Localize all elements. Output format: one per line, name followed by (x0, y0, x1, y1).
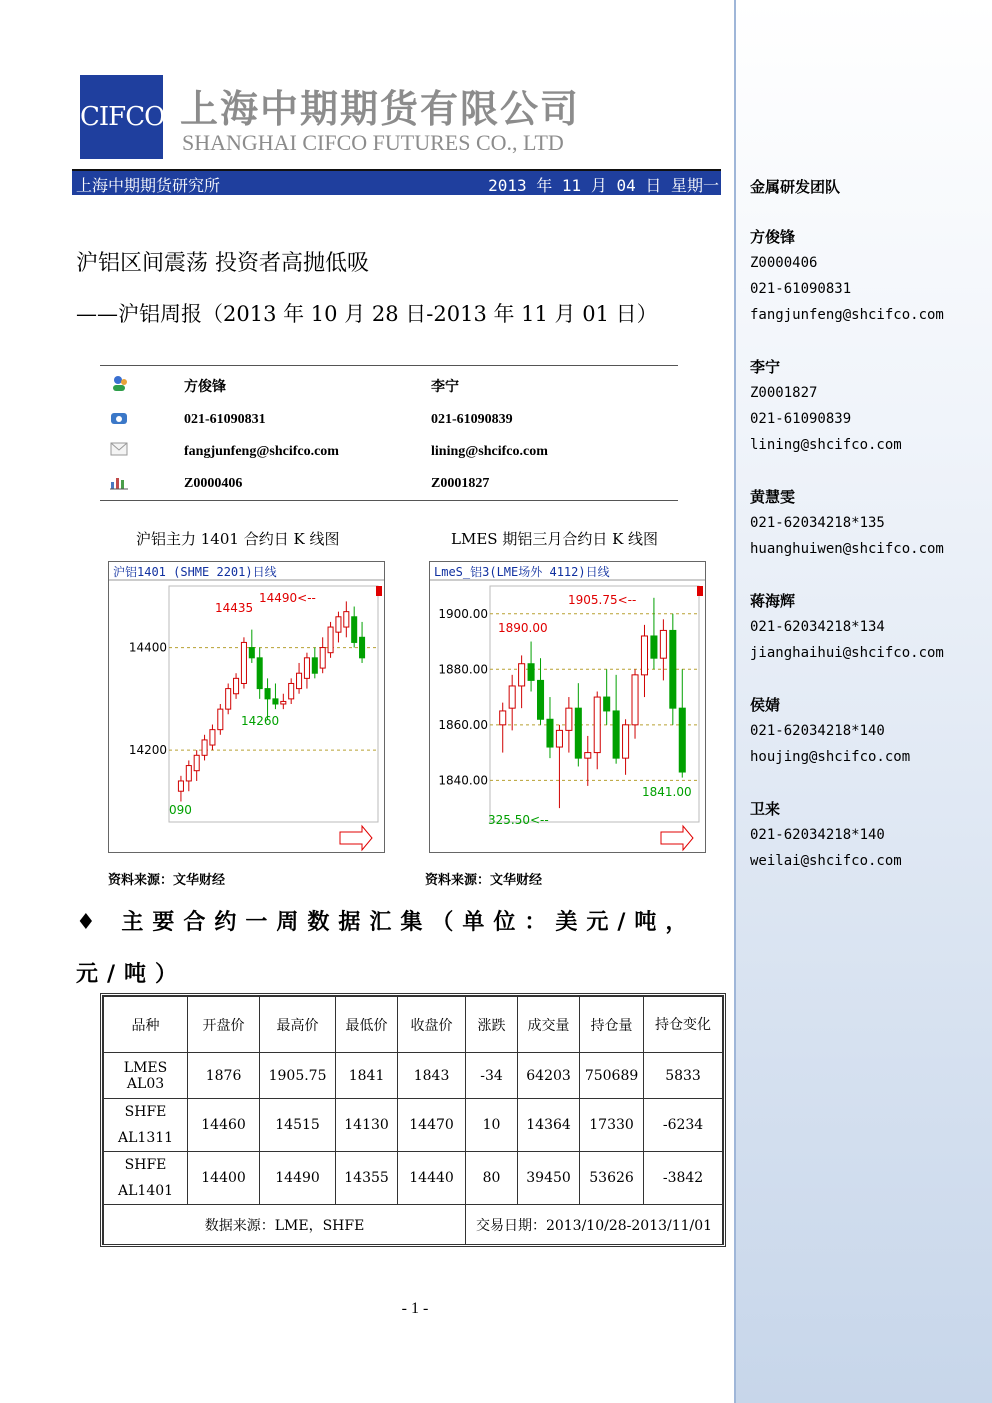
candle-body (556, 730, 562, 747)
analyst-phone: 021-62034218*134 (750, 619, 885, 635)
candle-body (670, 630, 676, 708)
analyst-id: Z0000406 (750, 255, 818, 271)
candle-body (538, 680, 544, 719)
report-subtitle: ——沪铝周报（2013 年 10 月 28 日-2013 年 11 月 01 日） (76, 302, 658, 326)
chart-right-caption: LMES 期铝三月合约日 K 线图 (451, 530, 659, 548)
candle-body (281, 701, 286, 704)
analyst-phone: 021-61090839 (750, 411, 852, 427)
analyst-name: 卫来 (750, 800, 781, 818)
candle-body (257, 658, 262, 689)
contact-row-email (100, 438, 678, 468)
chart-right-source: 资料来源：文华财经 (425, 873, 543, 888)
y-tick-label: 14200 (128, 743, 167, 758)
analyst-email[interactable]: jianghaihui@shcifco.com (750, 645, 944, 661)
person-icon (110, 374, 128, 390)
table-cell: 14515 (260, 1099, 336, 1152)
table-cell: 80 (466, 1152, 518, 1205)
candle-body (218, 709, 223, 730)
candle-body (528, 664, 534, 681)
candle-body (328, 627, 333, 653)
table-cell: 14364 (518, 1099, 580, 1152)
table-header: 涨跌 (466, 997, 518, 1053)
analyst-name: 方俊锋 (750, 228, 796, 246)
table-cell: -3842 (644, 1152, 723, 1205)
candle-body (312, 658, 317, 673)
y-tick-label: 14400 (128, 640, 167, 655)
table-cell: 1905.75 (260, 1053, 336, 1099)
table-header: 开盘价 (188, 997, 260, 1053)
candle-body (234, 678, 239, 693)
analyst-email[interactable]: huanghuiwen@shcifco.com (750, 541, 944, 557)
candle-body (660, 630, 666, 658)
analyst-phone: 021-61090831 (750, 281, 852, 297)
lme-al3-kline-chart (429, 561, 706, 853)
table-header: 收盘价 (398, 997, 466, 1053)
table-cell: 14130 (336, 1099, 398, 1152)
y-tick-label: 1900.00 (438, 606, 488, 621)
candle-body (304, 658, 309, 679)
contact-email-2: lining@shcifco.com (431, 444, 548, 459)
chart-annotation: 1841.00 (642, 785, 692, 799)
candle-body (575, 708, 581, 758)
shfe-al1401-kline-chart (108, 561, 385, 853)
table-cell: 1843 (398, 1053, 466, 1099)
chart-annotation: 325.50<-- (488, 813, 549, 827)
chart-corner-marker (376, 586, 382, 596)
candle-body (265, 689, 270, 699)
analyst-email[interactable]: lining@shcifco.com (750, 437, 902, 453)
logo-text: CIFCO (80, 102, 165, 132)
email-icon (110, 442, 128, 458)
report-title: 沪铝区间震荡 投资者高抛低吸 (76, 251, 369, 276)
table-cell: 1841 (336, 1053, 398, 1099)
table-cell: 1876 (188, 1053, 260, 1099)
analyst-email[interactable]: fangjunfeng@shcifco.com (750, 307, 944, 323)
analyst-name: 黄慧雯 (750, 488, 796, 506)
candle-body (519, 664, 525, 686)
analyst-phone: 021-62034218*140 (750, 723, 885, 739)
candle-body (594, 697, 600, 753)
table-header: 成交量 (518, 997, 580, 1053)
chart-annotation: 090 (169, 803, 192, 817)
table-row (104, 1099, 723, 1152)
contact-row-name (100, 370, 678, 400)
chart-left-source: 资料来源：文华财经 (108, 873, 226, 888)
table-cell: 53626 (580, 1152, 644, 1205)
analyst-card (750, 484, 944, 562)
y-tick-label: 1880.00 (438, 662, 488, 677)
sidebar (734, 0, 992, 1403)
table-row (104, 1152, 723, 1205)
table-cell: LMES AL03 (104, 1053, 188, 1099)
y-tick-label: 1840.00 (438, 773, 488, 788)
candle-body (226, 689, 231, 710)
analyst-email[interactable]: weilai@shcifco.com (750, 853, 902, 869)
table-footer-source: 数据来源：LME，SHFE (104, 1205, 466, 1245)
candle-body (604, 697, 610, 711)
candle-body (641, 636, 647, 675)
company-name-cn: 上海中期期货有限公司 (180, 87, 581, 131)
report-date: 2013 年 11 月 04 日 星期一 (488, 176, 719, 195)
contact-id-2: Z0001827 (431, 476, 490, 491)
candle-body (273, 699, 278, 704)
contact-email-1: fangjunfeng@shcifco.com (184, 444, 339, 459)
analyst-name: 李宁 (750, 358, 781, 376)
chart-annotation: 14490<-- (259, 591, 316, 605)
analyst-card (750, 796, 902, 874)
candle-body (336, 617, 341, 632)
analyst-card (750, 354, 902, 458)
candle-body (613, 711, 619, 758)
candle-body (500, 711, 506, 725)
table-cell: 5833 (644, 1053, 723, 1099)
table-header: 品种 (104, 997, 188, 1053)
company-name-en: SHANGHAI CIFCO FUTURES CO., LTD (182, 130, 564, 155)
chart-annotation: 14435 (215, 601, 254, 615)
contact-phone-1: 021-61090831 (184, 412, 266, 427)
candle-body (194, 755, 199, 770)
table-header: 持仓变化 (644, 997, 723, 1053)
candle-body (585, 753, 591, 759)
table-header: 持仓量 (580, 997, 644, 1053)
candle-body (566, 708, 572, 730)
contact-table (100, 365, 678, 501)
table-cell: 14355 (336, 1152, 398, 1205)
company-logo (80, 75, 163, 159)
page-number: - 1 - (401, 1300, 429, 1317)
weekly-data-table (100, 993, 726, 1247)
contact-row-phone (100, 406, 678, 436)
table-cell: SHFE AL1311 (104, 1099, 188, 1152)
candle-body (320, 648, 325, 669)
section-heading: ♦ 主要合约一周数据汇集（单位：美元/吨，元/吨） (76, 910, 697, 987)
chart-left-caption: 沪铝主力 1401 合约日 K 线图 (136, 530, 340, 548)
analyst-name: 蒋海辉 (750, 592, 796, 610)
candle-body (241, 642, 246, 683)
table-cell: 17330 (580, 1099, 644, 1152)
candle-body (178, 781, 183, 791)
candle-body (202, 740, 207, 755)
table-cell: 64203 (518, 1053, 580, 1099)
contact-name-2: 李宁 (431, 380, 459, 395)
candle-body (547, 719, 553, 747)
table-cell: 14460 (188, 1099, 260, 1152)
institute-name: 上海中期期货研究所 (76, 176, 221, 195)
candle-body (352, 617, 357, 643)
team-name: 金属研发团队 (750, 178, 841, 196)
table-cell: 750689 (580, 1053, 644, 1099)
table-row (104, 1053, 723, 1099)
contact-row-id (100, 470, 678, 500)
candle-body (297, 673, 302, 688)
table-cell: SHFE AL1401 (104, 1152, 188, 1205)
table-cell: 39450 (518, 1152, 580, 1205)
table-header-row (104, 997, 723, 1053)
analyst-email[interactable]: houjing@shcifco.com (750, 749, 911, 765)
table-footer-row (104, 1205, 723, 1245)
contact-name-1: 方俊锋 (184, 380, 226, 395)
candle-body (210, 730, 215, 745)
chart-annotation: 1890.00 (498, 621, 548, 635)
table-header: 最高价 (260, 997, 336, 1053)
y-tick-label: 1860.00 (438, 717, 488, 732)
chart-header-title: LmeS_铝3(LME场外 4112)日线 (434, 565, 610, 579)
chart-header-title: 沪铝1401 (SHME 2201)日线 (113, 565, 277, 579)
analyst-card (750, 224, 944, 328)
candle-body (360, 637, 365, 658)
header-bar (72, 169, 721, 195)
candle-body (186, 766, 191, 781)
candle-body (344, 612, 349, 627)
table-cell: 14490 (260, 1152, 336, 1205)
candle-body (623, 725, 629, 758)
candle-body (679, 708, 685, 772)
analyst-phone: 021-62034218*140 (750, 827, 885, 843)
table-cell: 10 (466, 1099, 518, 1152)
candle-body (632, 675, 638, 725)
analyst-id: Z0001827 (750, 385, 818, 401)
chart-annotation: 1905.75<-- (568, 593, 637, 607)
chart-annotation: 14260 (241, 714, 280, 728)
contact-id-1: Z0000406 (184, 476, 243, 491)
analyst-phone: 021-62034218*135 (750, 515, 885, 531)
candle-body (289, 683, 294, 698)
contact-phone-2: 021-61090839 (431, 412, 513, 427)
analyst-name: 侯婧 (750, 696, 781, 714)
table-cell: 14470 (398, 1099, 466, 1152)
chart-icon (110, 474, 128, 490)
analyst-card (750, 588, 944, 666)
table-cell: -6234 (644, 1099, 723, 1152)
table-footer-date: 交易日期：2013/10/28-2013/11/01 (466, 1205, 723, 1245)
table-cell: 14400 (188, 1152, 260, 1205)
chart-corner-marker (697, 586, 703, 596)
table-header: 最低价 (336, 997, 398, 1053)
table-cell: -34 (466, 1053, 518, 1099)
candle-body (509, 686, 515, 708)
analyst-card (750, 692, 910, 770)
candle-body (651, 636, 657, 658)
phone-icon (110, 410, 128, 426)
candle-body (249, 648, 254, 658)
table-cell: 14440 (398, 1152, 466, 1205)
